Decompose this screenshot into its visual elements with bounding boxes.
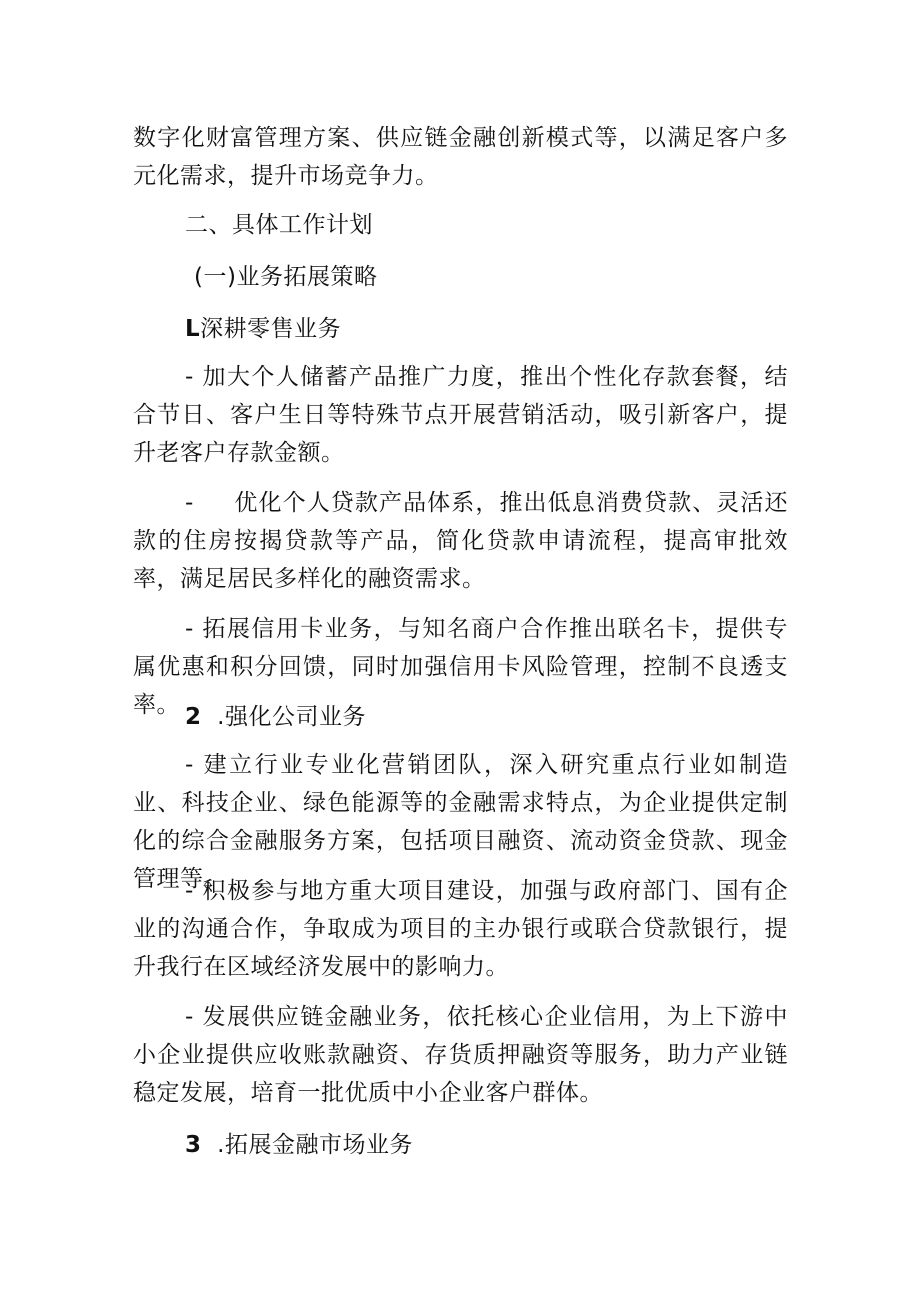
item-title-1: 深耕零售业务 [200,316,342,342]
item-heading-1 [185,310,341,348]
section-heading: 二、具体工作计划 [185,212,373,238]
bullet-paragraph: - 发展供应链金融业务，依托核心企业信用，为上下游中小企业提供应收账款融资、存货质押融资等服务，助力产业链稳定发展，培育一批优质中小企业客户群体。 [133,1004,788,1106]
item-heading-2 [185,698,366,736]
bullet-text: 优化个人贷款产品体系，推出低息消费贷款、灵活还款的住房按揭贷款等产品，简化贷款申请流程，提高审批效率，满足居民多样化的融资需求。 [133,490,788,592]
item-heading-3 [185,1126,413,1164]
bullet-paragraph: - 积极参与地方重大项目建设，加强与政府部门、国有企业的沟通合作，争取成为项目的主办银行或联合贷款银行，提升我行在区域经济发展中的影响力。 [133,878,788,980]
item-number-3: 3 [185,1132,202,1158]
subsection-heading: (一)业务拓展策略 [194,264,378,290]
item-title-2: .强化公司业务 [217,704,366,730]
paragraph-continuation: 数字化财富管理方案、供应链金融创新模式等，以满足客户多元化需求，提升市场竞争力。 [133,125,788,189]
bullet-paragraph [133,484,788,598]
bullet-dash: - [185,490,194,516]
item-number-1: L [185,316,201,342]
bullet-paragraph: - 加大个人储蓄产品推广力度，推出个性化存款套餐，结合节日、客户生日等特殊节点开展营销活动，吸引新客户，提升老客户存款金额。 [133,364,788,466]
item-number-2: 2 [185,704,202,730]
bullet-paragraph: - 建立行业专业化营销团队，深入研究重点行业如制造业、科技企业、绿色能源等的金融需求特点，为企业提供定制化的综合金融服务方案，包括项目融资、流动资金贷款、现金管理等。 [133,752,788,892]
bullet-paragraph: - 拓展信用卡业务，与知名商户合作推出联名卡，提供专属优惠和积分回馈，同时加强信用卡风险管理，控制不良透支率。 [133,616,788,718]
item-title-3: .拓展金融市场业务 [217,1132,413,1158]
